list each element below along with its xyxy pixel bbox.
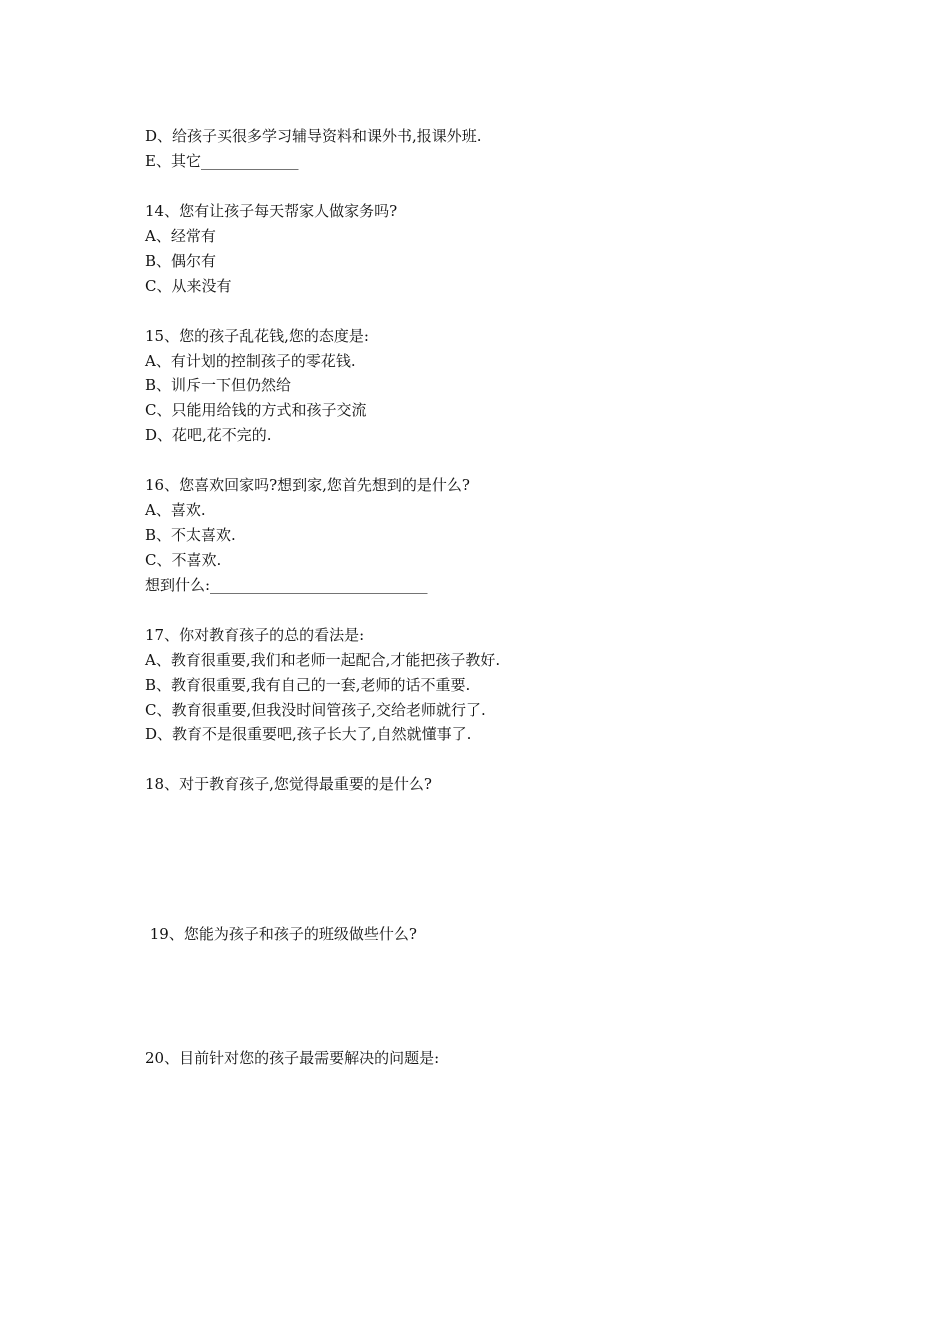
q14-question: 14、您有让孩子每天帮家人做家务吗?: [145, 202, 398, 220]
q14-option-c: C、从来没有: [145, 277, 232, 295]
q17-option-a: A、教育很重要,我们和老师一起配合,才能把孩子教好.: [145, 651, 501, 669]
q16-think-blank: 想到什么:_____________________________: [145, 576, 428, 594]
q16-option-a: A、喜欢.: [145, 501, 206, 519]
q19-question: 19、您能为孩子和孩子的班级做些什么?: [145, 925, 417, 943]
q13-option-d: D、给孩子买很多学习辅导资料和课外书,报课外班.: [145, 127, 482, 145]
q16-option-b: B、不太喜欢.: [145, 526, 236, 544]
q14-option-b: B、偶尔有: [145, 252, 217, 270]
q16-question: 16、您喜欢回家吗?想到家,您首先想到的是什么?: [145, 476, 470, 494]
q17-option-b: B、教育很重要,我有自己的一套,老师的话不重要.: [145, 676, 471, 694]
q13-option-e: E、其它_____________: [145, 152, 299, 170]
q16-option-c: C、不喜欢.: [145, 551, 222, 569]
q20-question: 20、目前针对您的孩子最需要解决的问题是:: [145, 1049, 440, 1067]
q15-option-b: B、训斥一下但仍然给: [145, 376, 292, 394]
q15-option-a: A、有计划的控制孩子的零花钱.: [145, 352, 356, 370]
q17-question: 17、你对教育孩子的总的看法是:: [145, 626, 365, 644]
q18-question: 18、对于教育孩子,您觉得最重要的是什么?: [145, 775, 432, 793]
q17-option-c: C、教育很重要,但我没时间管孩子,交给老师就行了.: [145, 701, 486, 719]
q15-option-d: D、花吧,花不完的.: [145, 426, 272, 444]
q17-option-d: D、教育不是很重要吧,孩子长大了,自然就懂事了.: [145, 725, 472, 743]
q15-option-c: C、只能用给钱的方式和孩子交流: [145, 401, 367, 419]
q14-option-a: A、经常有: [145, 227, 216, 245]
q15-question: 15、您的孩子乱花钱,您的态度是:: [145, 327, 369, 345]
